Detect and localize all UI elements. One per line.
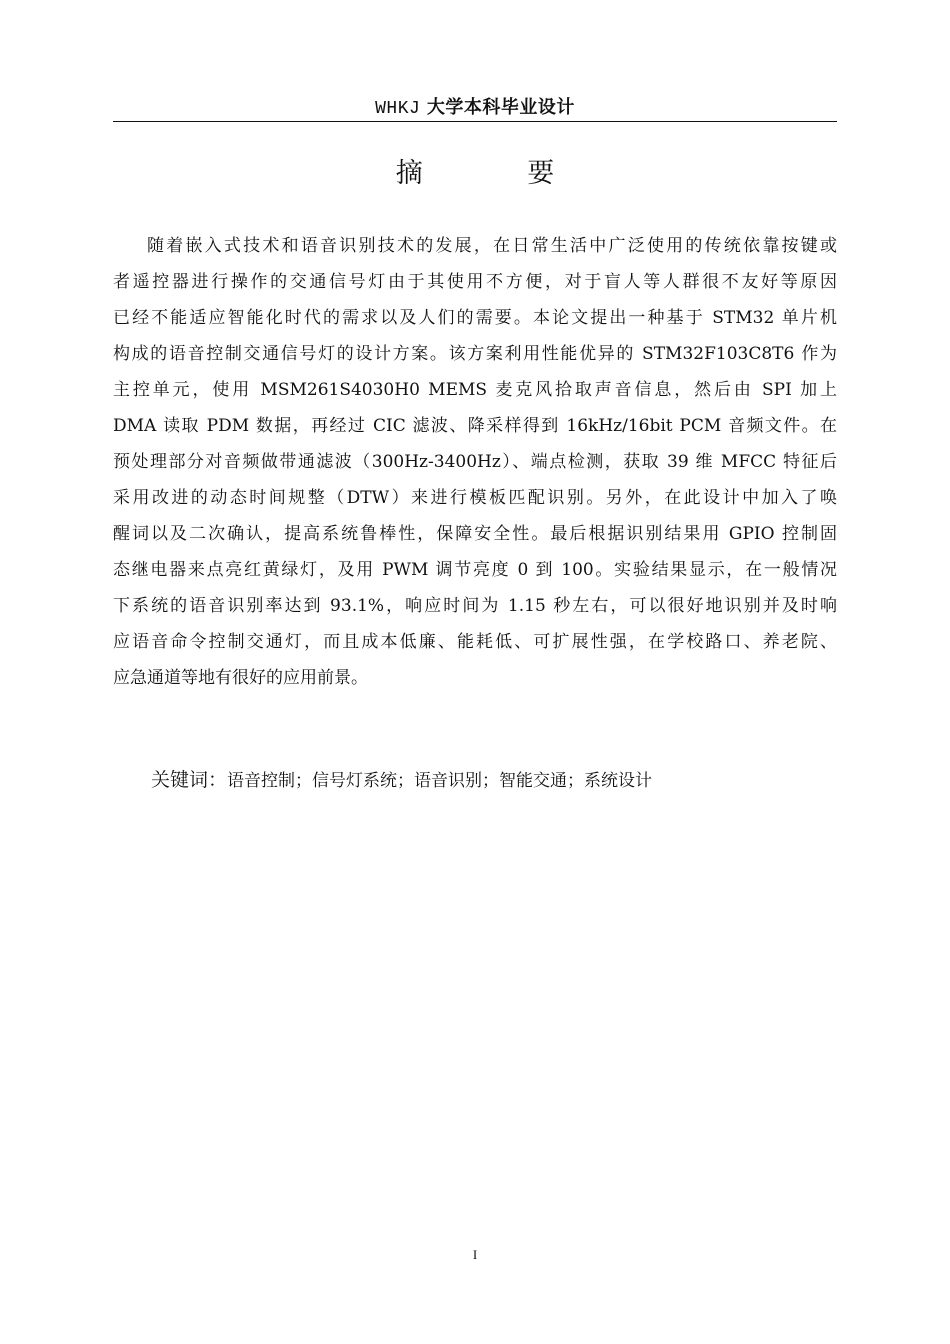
abstract-line: 采用改进的动态时间规整（DTW）来进行模板匹配识别。另外，在此设计中加入了唤 xyxy=(113,488,837,508)
running-header xyxy=(113,94,837,122)
keywords-label: 关键词： xyxy=(151,769,228,791)
keywords xyxy=(151,762,841,799)
header-school-code: WHKJ xyxy=(375,99,421,119)
page-number: I xyxy=(472,1247,478,1262)
abstract-line: 醒词以及二次确认，提高系统鲁棒性，保障安全性。最后根据识别结果用 GPIO 控制固 xyxy=(113,524,837,544)
keywords-text: 语音控制；信号灯系统；语音识别；智能交通；系统设计 xyxy=(227,771,653,791)
abstract-line: 已经不能适应智能化时代的需求以及人们的需要。本论文提出一种基于 STM32 单片机 xyxy=(113,308,837,328)
abstract-line: 预处理部分对音频做带通滤波（300Hz-3400Hz）、端点检测，获取 39 维 MFCC 特征后 xyxy=(113,452,837,472)
header-doc-type: 大学本科毕业设计 xyxy=(426,97,575,118)
abstract-line: 随着嵌入式技术和语音识别技术的发展，在日常生活中广泛使用的传统依靠按键或 xyxy=(147,236,837,256)
abstract-title: 摘 要 xyxy=(395,158,603,189)
abstract-line: 下系统的语音识别率达到 93.1%，响应时间为 1.15 秒左右，可以很好地识别并及时响 xyxy=(113,596,837,616)
abstract-line: 主控单元，使用 MSM261S4030H0 MEMS 麦克风拾取声音信息，然后由 SPI 加上 xyxy=(113,380,837,400)
abstract-line: 者遥控器进行操作的交通信号灯由于其使用不方便，对于盲人等人群很不友好等原因 xyxy=(113,272,837,292)
abstract-line: DMA 读取 PDM 数据，再经过 CIC 滤波、降采样得到 16kHz/16bit PCM 音频文件。在 xyxy=(113,416,837,436)
abstract-body xyxy=(113,228,837,696)
abstract-line: 构成的语音控制交通信号灯的设计方案。该方案利用性能优异的 STM32F103C8T6 作为 xyxy=(113,344,837,364)
abstract-line: 应急通道等地有很好的应用前景。 xyxy=(113,668,368,688)
abstract-line: 应语音命令控制交通灯，而且成本低廉、能耗低、可扩展性强，在学校路口、养老院、 xyxy=(113,632,837,652)
abstract-line: 态继电器来点亮红黄绿灯，及用 PWM 调节亮度 0 到 100。实验结果显示，在一般情况 xyxy=(113,560,837,580)
header-divider xyxy=(113,121,837,122)
